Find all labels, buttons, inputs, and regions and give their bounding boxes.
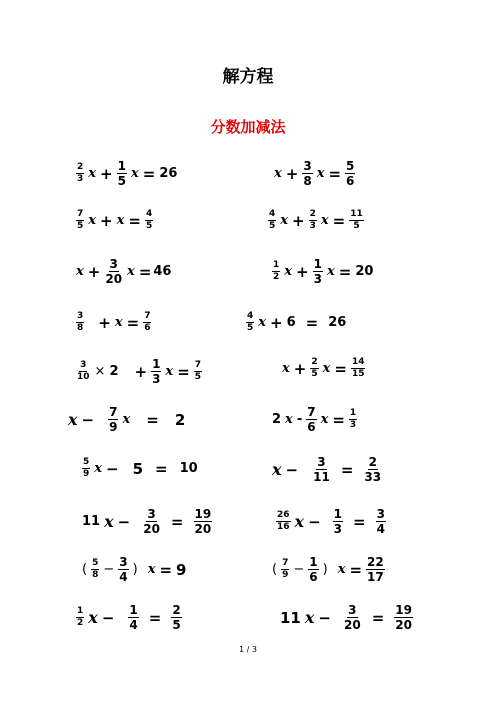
operator: = (332, 211, 346, 230)
fraction: $\frac{3}{4}$ (376, 507, 385, 536)
paren: ( (272, 562, 278, 577)
coefficient: 11 (82, 514, 101, 529)
equation-20 (278, 604, 415, 631)
fraction: $\frac{3}{4}$ (119, 555, 128, 584)
operator: − (293, 562, 305, 577)
operator: = (349, 560, 363, 579)
fraction: $\frac{7}{6}$ (144, 311, 151, 333)
equation-11 (66, 406, 187, 433)
variable: x (320, 412, 329, 427)
paren: ) (132, 562, 138, 577)
fraction: $\frac{1}{3}$ (152, 357, 161, 386)
variable: x (130, 166, 139, 181)
variable: x (322, 361, 331, 376)
operator: = (128, 211, 141, 230)
fraction: $\frac{1}{6}$ (309, 555, 318, 584)
operator: - (296, 412, 303, 427)
operator: + (100, 211, 113, 230)
operator: = (338, 262, 352, 281)
variable: x (274, 166, 282, 181)
equation-4 (266, 210, 366, 231)
rhs-value: 2 (174, 410, 186, 429)
operator: − (106, 459, 119, 478)
fraction: $\frac{3}{8}$ (77, 311, 84, 333)
variable: x (282, 361, 290, 376)
rhs-value: 26 (159, 166, 178, 181)
operator: + (270, 313, 283, 332)
operator: − (101, 608, 115, 627)
operator: = (170, 512, 184, 531)
operator: × (94, 364, 106, 379)
constant: 5 (132, 459, 144, 478)
variable: x (94, 461, 103, 476)
fraction: $\frac{7}{9}$ (109, 405, 118, 434)
operator: = (177, 362, 190, 381)
fraction: $\frac{3}{10}$ (77, 360, 90, 382)
fraction: $\frac{11}{5}$ (350, 209, 363, 231)
constant: 2 (109, 364, 119, 379)
fraction: $\frac{7}{9}$ (282, 558, 289, 580)
fraction: $\frac{1}{5}$ (117, 159, 126, 188)
variable: x (337, 562, 346, 577)
page-number: 1 / 3 (239, 645, 257, 654)
section-heading: 分数加减法 (210, 118, 286, 136)
fraction: $\frac{2}{3}$ (77, 162, 84, 184)
fraction: $\frac{4}{5}$ (145, 209, 153, 231)
fraction: $\frac{2}{3}$ (309, 209, 316, 231)
fraction: $\frac{26}{16}$ (277, 510, 290, 532)
variable: x (122, 412, 131, 427)
operator: + (134, 362, 148, 381)
equation-6 (270, 258, 375, 285)
variable: x (280, 213, 289, 228)
constant: 6 (286, 315, 296, 330)
operator: = (146, 410, 159, 429)
paren: ) (322, 562, 328, 577)
equation-16 (274, 508, 388, 535)
fraction: $\frac{3}{20}$ (143, 507, 160, 536)
operator: = (159, 560, 173, 579)
fraction: $\frac{1}{3}$ (333, 507, 343, 536)
operator: − (285, 460, 299, 479)
fraction: $\frac{19}{20}$ (395, 603, 412, 632)
variable: x (114, 315, 123, 330)
fraction: $\frac{3}{20}$ (344, 603, 361, 632)
equation-9 (74, 358, 204, 385)
operator: = (155, 459, 168, 478)
operator: = (138, 262, 152, 281)
variable: x (258, 315, 267, 330)
fraction: $\frac{7}{5}$ (194, 360, 202, 382)
equation-15 (80, 508, 214, 535)
operator: − (117, 512, 131, 531)
operator: = (126, 313, 140, 332)
operator: + (87, 262, 101, 281)
variable: x (127, 264, 135, 279)
fraction: $\frac{7}{6}$ (307, 405, 316, 434)
variable: x (116, 213, 125, 228)
equation-1 (74, 160, 179, 187)
paren: ( (82, 562, 88, 577)
operator: = (148, 608, 162, 627)
equation-10 (280, 358, 367, 379)
fraction: $\frac{5}{8}$ (92, 558, 99, 580)
fraction: $\frac{2}{33}$ (364, 455, 382, 484)
fraction: $\frac{1}{4}$ (129, 603, 138, 632)
variable: x (104, 512, 114, 531)
rhs-value: 10 (179, 461, 198, 476)
variable: x (147, 562, 156, 577)
fraction: $\frac{22}{17}$ (367, 555, 384, 584)
operator: = (340, 460, 354, 479)
equation-14 (270, 456, 384, 483)
variable: x (88, 213, 97, 228)
equation-5 (74, 258, 171, 285)
operator: + (285, 164, 299, 183)
variable: x (88, 166, 97, 181)
operator: − (308, 512, 321, 531)
variable: x (285, 412, 293, 427)
variable: x (294, 512, 305, 531)
equation-13 (80, 458, 200, 479)
fraction: $\frac{7}{5}$ (77, 209, 84, 231)
operator: + (100, 164, 113, 183)
operator: = (334, 359, 347, 378)
equation-3 (74, 210, 155, 231)
operator: = (353, 512, 366, 531)
rhs-value: 9 (176, 560, 187, 579)
equation-2 (272, 160, 357, 187)
operator: − (318, 608, 331, 627)
rhs-value: 26 (328, 315, 347, 330)
variable: x (326, 264, 335, 279)
variable: x (68, 410, 78, 429)
operator: − (103, 562, 115, 577)
fraction: $\frac{3}{11}$ (313, 455, 330, 484)
fraction: $\frac{2}{5}$ (311, 357, 318, 379)
operator: = (142, 164, 156, 183)
variable: x (88, 608, 98, 627)
fraction: $\frac{1}{2}$ (77, 606, 84, 628)
variable: x (272, 460, 282, 479)
fraction: $\frac{1}{3}$ (349, 408, 357, 430)
fraction: $\frac{2}{5}$ (172, 603, 181, 632)
operator: − (81, 410, 95, 429)
operator: + (296, 262, 309, 281)
operator: = (305, 313, 319, 332)
equation-7 (74, 312, 153, 333)
fraction: $\frac{1}{2}$ (273, 260, 280, 282)
variable: x (76, 264, 84, 279)
fraction: $\frac{14}{15}$ (351, 357, 365, 379)
coefficient: 11 (280, 608, 301, 627)
coefficient: 2 (272, 412, 282, 427)
fraction: $\frac{4}{5}$ (269, 209, 276, 231)
fraction: $\frac{3}{20}$ (105, 257, 123, 286)
fraction: $\frac{1}{3}$ (313, 257, 322, 286)
variable: x (304, 608, 315, 627)
fraction: $\frac{19}{20}$ (194, 507, 212, 536)
fraction: $\frac{5}{6}$ (346, 159, 355, 188)
operator: + (293, 359, 307, 378)
rhs-value: 20 (355, 264, 374, 279)
rhs-value: 46 (153, 264, 172, 279)
equation-18 (270, 556, 387, 583)
equation-17 (80, 556, 188, 583)
variable: x (165, 364, 174, 379)
operator: = (371, 608, 385, 627)
fraction: $\frac{5}{9}$ (83, 457, 90, 479)
equation-8 (244, 312, 348, 333)
equation-12 (270, 406, 359, 433)
fraction: $\frac{3}{8}$ (303, 159, 312, 188)
page-title: 解方程 (222, 67, 274, 87)
variable: x (316, 166, 325, 181)
operator: + (292, 211, 305, 230)
operator: = (328, 164, 342, 183)
fraction: $\frac{4}{5}$ (247, 311, 254, 333)
equation-19 (74, 604, 184, 631)
operator: + (98, 313, 111, 332)
variable: x (284, 264, 293, 279)
operator: = (332, 410, 345, 429)
variable: x (320, 213, 329, 228)
